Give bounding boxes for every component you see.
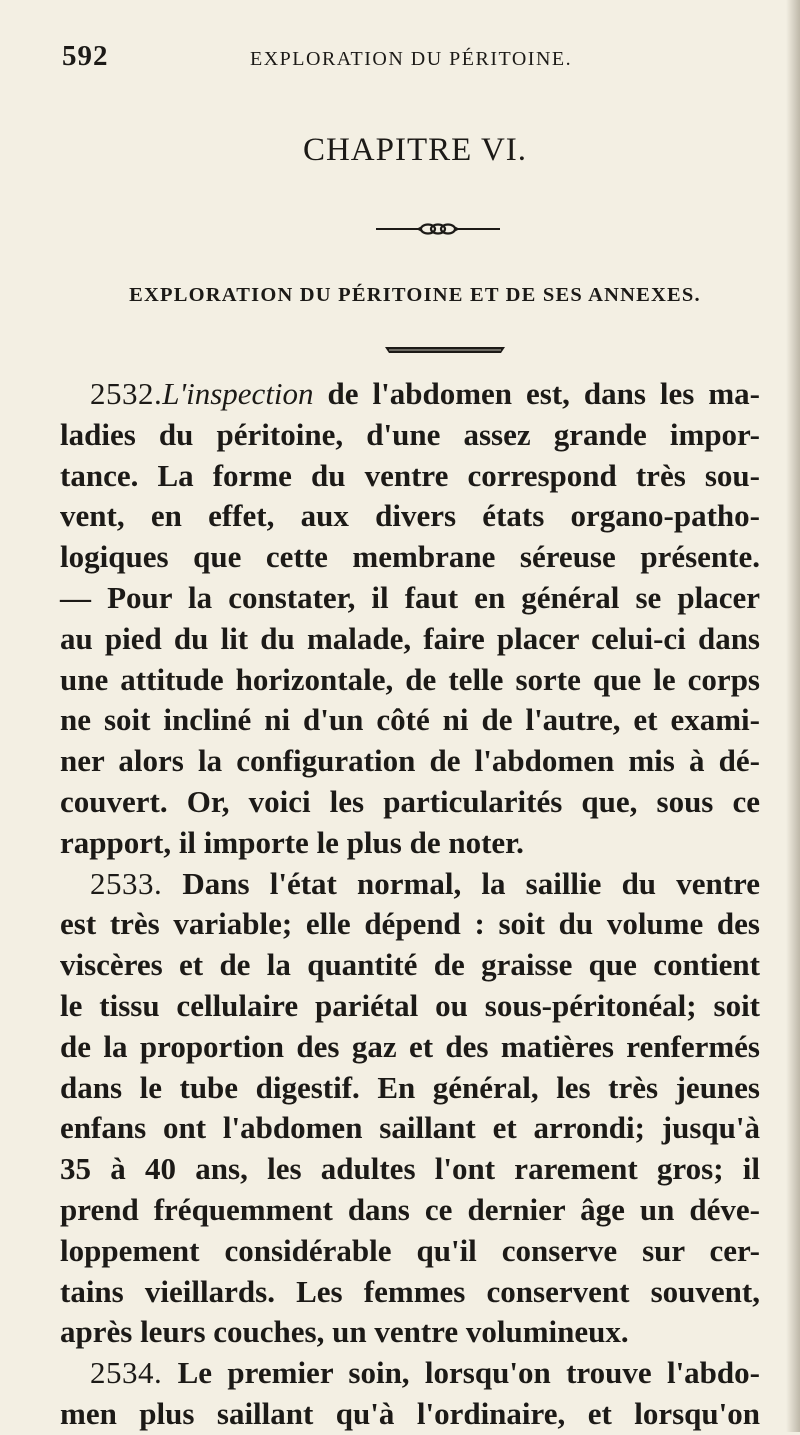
text-line: une attitude horizontale, de telle sorte que le corps xyxy=(60,661,760,697)
paragraph-number: 2534. xyxy=(90,1355,163,1391)
thick-rule-divider xyxy=(385,346,505,354)
text-line: ner alors la configuration de l'abdomen mis à dé- xyxy=(60,743,760,779)
running-head xyxy=(62,40,752,80)
ornament-divider xyxy=(376,222,500,236)
text-line: viscères et de la quantité de graisse que contient xyxy=(60,947,760,983)
text-line: tains vieillards. Les femmes conservent souvent, xyxy=(60,1273,760,1309)
text-line: ne soit incliné ni d'un côté ni de l'autre, et exami- xyxy=(60,702,760,738)
chapter-title: CHAPITRE VI. xyxy=(302,132,528,168)
text-line: dans le tube digestif. En général, les très jeunes xyxy=(60,1069,760,1105)
text-line: tance. La forme du ventre correspond très sou- xyxy=(60,457,760,493)
text-line: de la proportion des gaz et des matières renfermés xyxy=(60,1028,760,1064)
text-line: — Pour la constater, il faut en général se placer xyxy=(60,579,760,615)
text-line: vent, en effet, aux divers états organo-patho- xyxy=(60,498,760,534)
text-line: après leurs couches, un ventre volumineux. xyxy=(60,1314,629,1350)
text-line: le tissu cellulaire pariétal ou sous-péritonéal; soit xyxy=(60,987,760,1023)
page-edge-shadow xyxy=(786,0,800,1432)
text-line: 2534. Le premier soin, lorsqu'on trouve l'abdo- xyxy=(90,1355,760,1391)
text-line: est très variable; elle dépend : soit du volume des xyxy=(60,906,760,942)
section-title: EXPLORATION DU PÉRITOINE ET DE SES ANNEXES. xyxy=(129,284,701,306)
text-line: prend fréquemment dans ce dernier âge un déve- xyxy=(60,1191,760,1227)
text-line: men plus saillant qu'à l'ordinaire, et lorsqu'on xyxy=(60,1395,760,1431)
italic-lead: L'inspection xyxy=(162,376,314,411)
text-line: couvert. Or, voici les particularités que, sous ce xyxy=(60,783,760,819)
text-line: au pied du lit du malade, faire placer celui-ci dans xyxy=(60,620,760,656)
text-line: 35 à 40 ans, les adultes l'ont rarement gros; il xyxy=(60,1151,760,1187)
text-line: 2533. Dans l'état normal, la saillie du ventre xyxy=(90,865,760,901)
text-line: loppement considérable qu'il conserve sur cer- xyxy=(60,1232,760,1268)
body-text xyxy=(60,374,760,1435)
paragraph-number: 2532. xyxy=(90,376,163,411)
text-line: ladies du péritoine, d'une assez grande impor- xyxy=(60,416,760,452)
paragraph-number: 2533. xyxy=(90,865,163,901)
page-number: 592 xyxy=(62,40,109,72)
text-line: logiques que cette membrane séreuse présente. xyxy=(60,539,760,575)
running-title: EXPLORATION DU PÉRITOINE. xyxy=(250,48,573,70)
text-line: 2532.L'inspection de l'abdomen est, dans les ma- xyxy=(90,376,760,411)
text-line: rapport, il importe le plus de noter. xyxy=(60,824,524,860)
text-line: enfans ont l'abdomen saillant et arrondi; jusqu'à xyxy=(60,1110,760,1146)
